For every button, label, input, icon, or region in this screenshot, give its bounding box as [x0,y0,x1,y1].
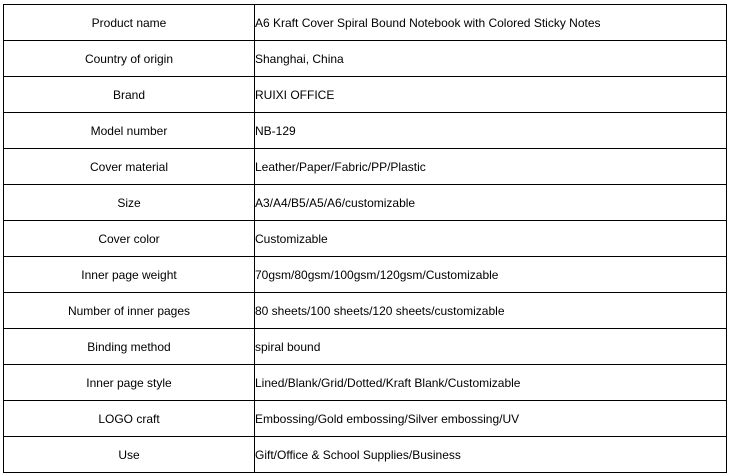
product-spec-table [3,4,727,473]
spec-value-cell: 70gsm/80gsm/100gsm/120gsm/Customizable [255,257,727,293]
spec-value-cell: Leather/Paper/Fabric/PP/Plastic [255,149,727,185]
spec-value-cell: Customizable [255,221,727,257]
spec-value-cell: A3/A4/B5/A5/A6/customizable [255,185,727,221]
spec-label-cell: Inner page style [4,365,255,401]
spec-value-cell: Embossing/Gold embossing/Silver embossing/UV [255,401,727,437]
table-row [4,329,727,365]
spec-value-cell: A6 Kraft Cover Spiral Bound Notebook with Colored Sticky Notes [255,5,727,41]
table-row [4,77,727,113]
table-row [4,185,727,221]
spec-value-cell: NB-129 [255,113,727,149]
spec-value-cell: Shanghai, China [255,41,727,77]
spec-label-cell: Cover material [4,149,255,185]
spec-value-cell: 80 sheets/100 sheets/120 sheets/customizable [255,293,727,329]
spec-value-cell: spiral bound [255,329,727,365]
table-row [4,365,727,401]
table-row [4,401,727,437]
spec-label-cell: Size [4,185,255,221]
spec-label-cell: Binding method [4,329,255,365]
spec-label-cell: Inner page weight [4,257,255,293]
table-row [4,149,727,185]
spec-label-cell: Country of origin [4,41,255,77]
spec-value-cell: RUIXI OFFICE [255,77,727,113]
spec-label-cell: Number of inner pages [4,293,255,329]
spec-label-cell: Model number [4,113,255,149]
table-row [4,437,727,473]
table-row [4,113,727,149]
table-row [4,41,727,77]
spec-label-cell: Brand [4,77,255,113]
spec-value-cell: Lined/Blank/Grid/Dotted/Kraft Blank/Customizable [255,365,727,401]
table-row [4,221,727,257]
spec-label-cell: Cover color [4,221,255,257]
spec-label-cell: LOGO craft [4,401,255,437]
table-row [4,257,727,293]
spec-label-cell: Use [4,437,255,473]
spec-label-cell: Product name [4,5,255,41]
spec-table-body [4,5,727,473]
table-row [4,5,727,41]
table-row [4,293,727,329]
spec-value-cell: Gift/Office & School Supplies/Business [255,437,727,473]
